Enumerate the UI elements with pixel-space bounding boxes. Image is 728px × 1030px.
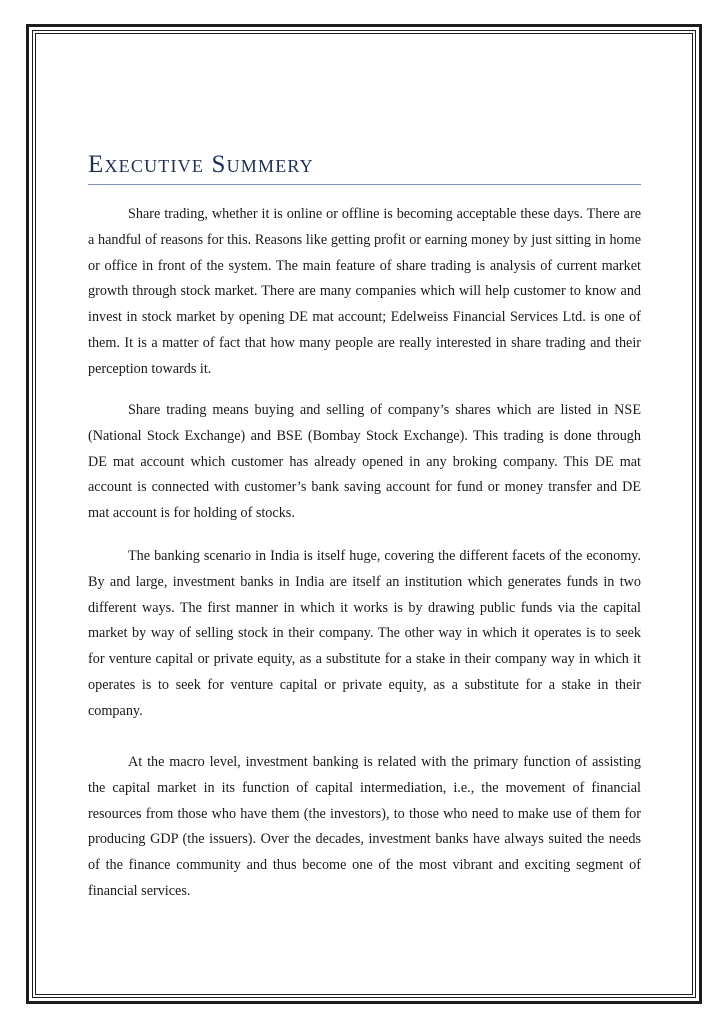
paragraph-4: At the macro level, investment banking is related with the primary function of assisting the capital market in its function of capital intermediation, i.e., the movement of financial resources from those who have them (the investors), to those who need to make use of them for producing GDP (the issuers). Over the decades, investment banks have always suited the needs of the finance community and thus become one of the most vibrant and exciting segment of financial services. xyxy=(88,754,641,899)
paragraph-1: Share trading, whether it is online or offline is becoming acceptable these days. There are a handful of reasons for this. Reasons like getting profit or earning money by just sitting in home or office in front of the system. The main feature of share trading is analysis of current market growth through stock market. There are many companies which will help customer to know and invest in stock market by opening DE mat account; Edelweiss Financial Services Ltd. is one of them. It is a matter of fact that how many people are really interested in share trading and their perception towards it. xyxy=(88,206,641,377)
section-heading: Executive Summery xyxy=(88,151,314,178)
paragraph-3: The banking scenario in India is itself huge, covering the different facets of the economy. By and large, investment banks in India are itself an institution which generates funds in two different ways. The first manner in which it works is by drawing public funds via the capital market by way of selling stock in their company. The other way in which it operates is to seek for venture capital or private equity, as a substitute for a stake in their company way in which it operates is to seek for venture capital or private equity, as a substitute for a stake in their company. xyxy=(88,548,641,719)
heading-underline xyxy=(88,184,641,185)
paragraph-2: Share trading means buying and selling of company’s shares which are listed in NSE (National Stock Exchange) and BSE (Bombay Stock Exchange). This trading is done through DE mat account which customer has already opened in any broking company. This DE mat account is connected with customer’s bank saving account for fund or money transfer and DE mat account is for holding of stocks. xyxy=(88,402,641,522)
